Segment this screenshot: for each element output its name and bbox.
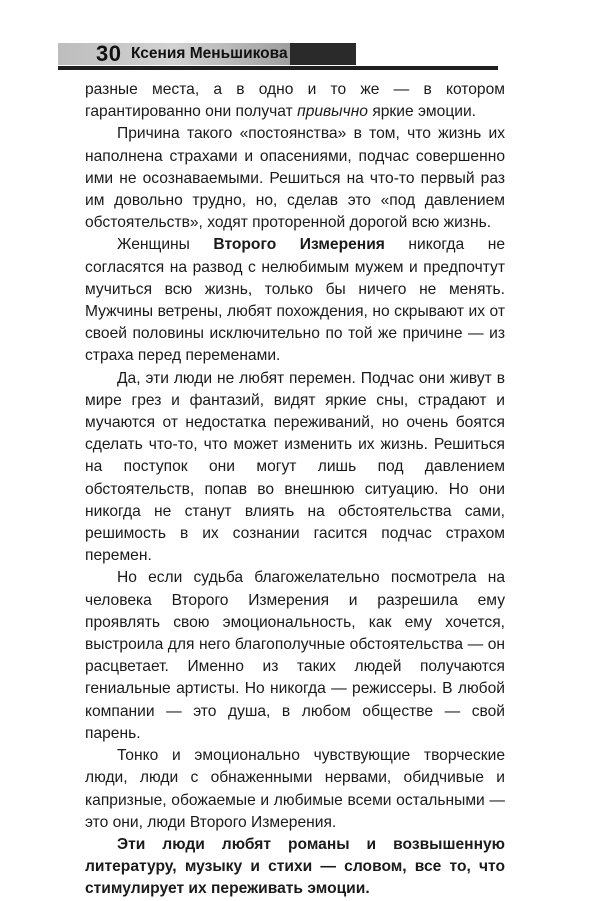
page-number: 30 [96, 41, 122, 66]
paragraph-1-text: разные места, а в одно и то же — в котором гарантированно они получат [85, 81, 505, 121]
body-text [85, 79, 505, 901]
emphasis-word: привычно [297, 103, 368, 121]
paragraph-3-tail: никогда не согласятся на развод с нелюбимым мужем и предпочтут мучиться всю жизнь, только бы ничего не менять. Мужчины ветрены, любят похождения, но скрывают их от своей половины исключительно по той же причине — из страха перед переменами. [85, 236, 505, 365]
paragraph-5: Но если судьба благожелательно посмотрела на человека Второго Измерения и разрешила ему проявлять свою эмоциональность, как ему хочется, выстроила для него благополучные обстоятельства — он расцветает. Именно из таких людей получаются гениальные артисты. Но никогда — режиссеры. В любой компании — это душа, в любом обществе — свой парень. [85, 569, 505, 742]
term-second-dimension: Второго Измерения [213, 236, 385, 254]
paragraph-3 [85, 234, 505, 367]
paragraph-2: Причина такого «постоянства» в том, что жизнь их наполнена страхами и опасениями, подчас совершенно ими не осознаваемыми. Решиться на что-то первый раз им довольно трудно, но, сделав это «под давлением обстоятельств», ходят проторенной дорогой всю жизнь. [85, 125, 505, 232]
paragraph-6: Тонко и эмоционально чувствующие творческие люди, люди с обнаженными нервами, обидчивые и капризные, обожаемые и любимые всеми остальными — это они, люди Второго Измерения. [85, 747, 505, 831]
page-header [58, 38, 498, 74]
running-title: Ксения Меньшикова [131, 45, 288, 62]
paragraph-3-text: Женщины [117, 236, 214, 254]
paragraph-7: Эти люди любят романы и возвышенную литературу, музыку и стихи — словом, все то, что стимулирует их переживать эмоции. [85, 835, 505, 898]
header-rule [58, 66, 498, 70]
paragraph-1 [85, 79, 505, 123]
header-dark-block [290, 43, 356, 65]
paragraph-4: Да, эти люди не любят перемен. Подчас они живут в мире грез и фантазий, видят яркие сны, страдают и мучаются от недостатка переживаний, но очень боятся сделать что-то, что может изменить их жизнь. Решиться на поступок они могут лишь под давлением обстоятельств, попав во внешнюю ситуацию. Но они никогда не станут влиять на обстоятельства сами, решимость в их сознании гасится подчас страхом перемен. [85, 369, 505, 565]
paragraph-1-tail: яркие эмоции. [367, 103, 477, 121]
